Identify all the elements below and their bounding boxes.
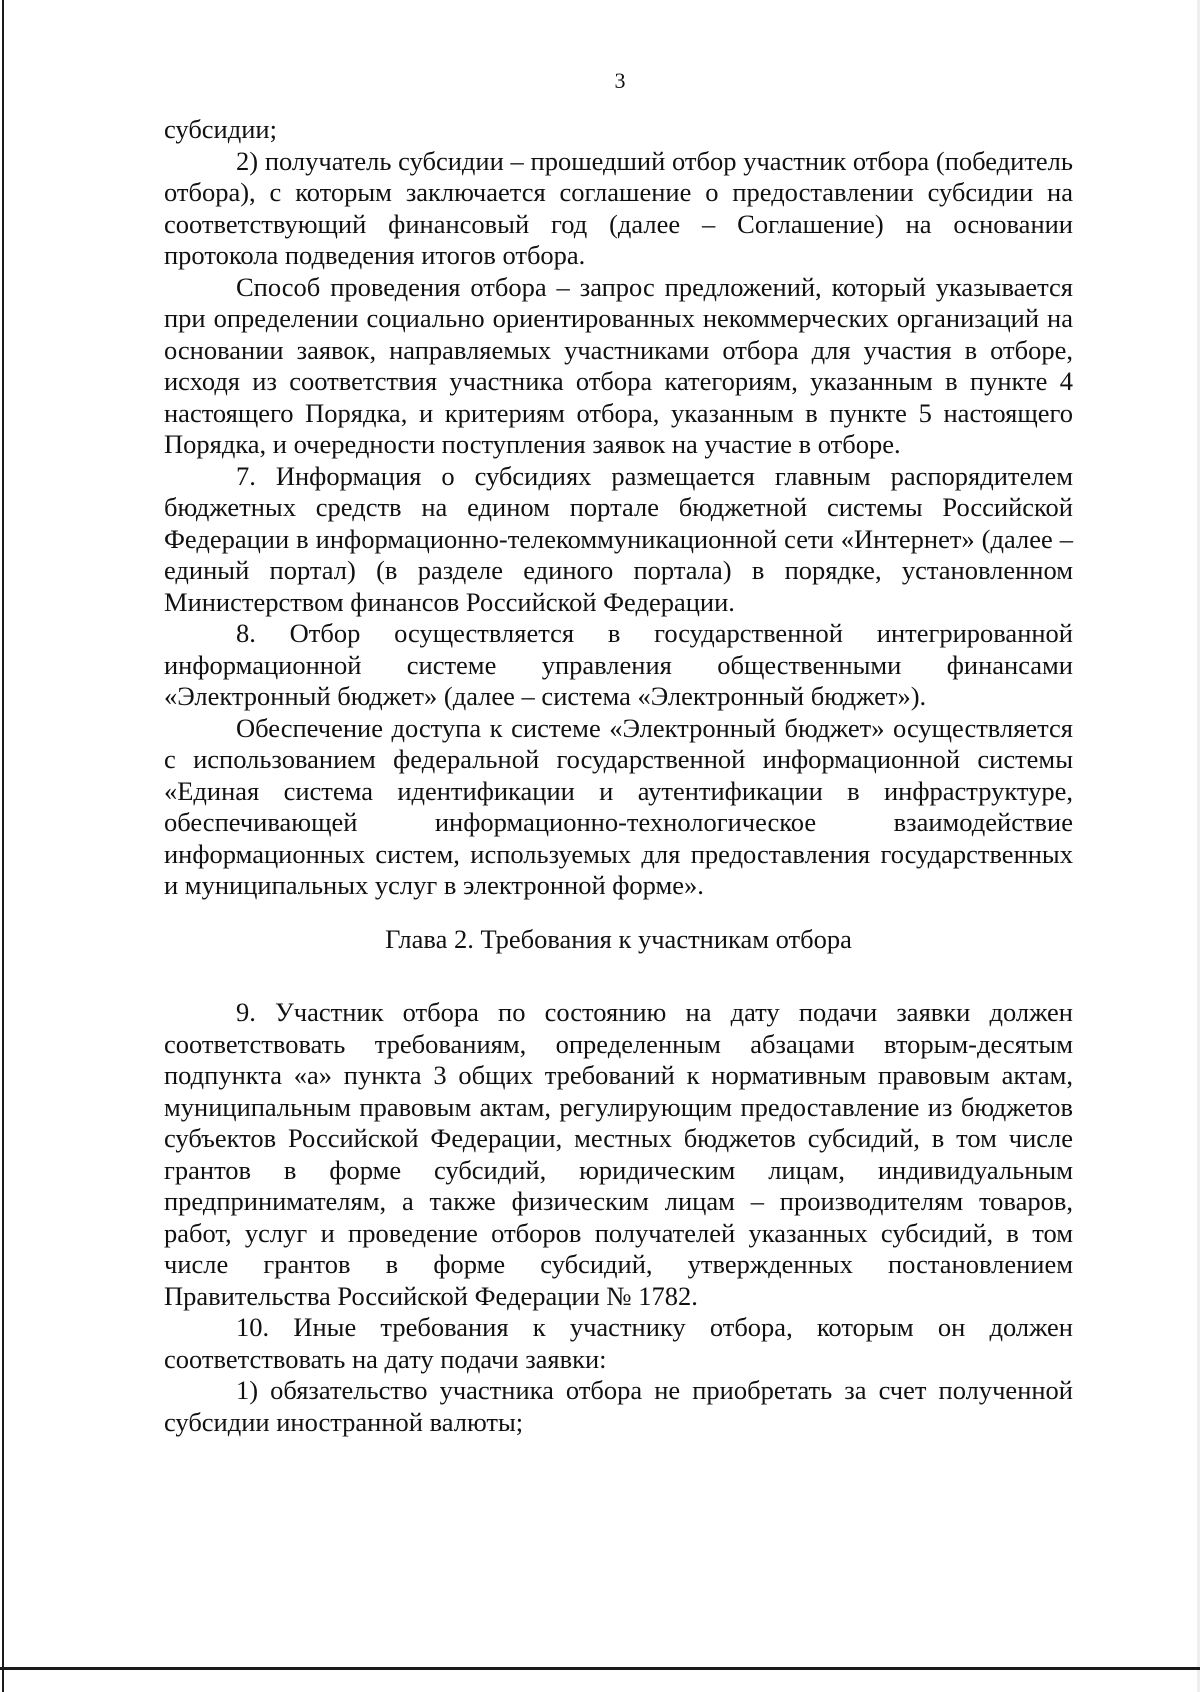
paragraph-item-8: 8. Отбор осуществляется в государственной интегрированной информационной системе управления общественными финансами «Электронный бюджет» (далее – система «Электронный бюджет»). — [164, 618, 1073, 711]
scan-edge-bottom — [0, 1667, 1200, 1670]
page-number: 3 — [614, 68, 626, 93]
chapter-heading: Глава 2. Требования к участникам отбора — [385, 923, 852, 954]
paragraph-access-provision: Обеспечение доступа к системе «Электронный бюджет» осуществляется с использованием федеральной государственной информационной системы «Единая система идентификации и аутентификации в инфраструктуре, обеспечивающей информационно-технологическое взаимодействие информационных систем, используемых для предоставления государственных и муниципальных услуг в электронной форме». — [164, 712, 1073, 900]
paragraph-item-10-sub-1: 1) обязательство участника отбора не приобретать за счет полученной субсидии иностранной валюты; — [164, 1375, 1073, 1437]
document-body — [164, 114, 1073, 1438]
paragraph-subsidy-continuation: субсидии; — [164, 114, 277, 144]
paragraph-selection-method: Способ проведения отбора – запрос предложений, который указывается при определении социально ориентированных некоммерческих организаций на основании заявок, направляемых участниками отбора для участия в отборе, исходя из соответствия участника отбора категориям, указанным в пункте 4 настоящего Порядка, и критериям отбора, указанным в пункте 5 настоящего Порядка, и очередности поступления заявок на участие в отборе. — [164, 271, 1073, 459]
paragraph-item-7: 7. Информация о субсидиях размещается главным распорядителем бюджетных средств на едином портале бюджетной системы Российской Федерации в информационно-телекоммуникационной сети «Интернет» (далее – единый портал) (в разделе единого портала) в порядке, установленном Министерством финансов Российской Федерации. — [164, 460, 1073, 617]
paragraph-item-9: 9. Участник отбора по состоянию на дату подачи заявки должен соответствовать требованиям, определенным абзацами вторым-десятым подпункта «а» пункта 3 общих требований к нормативным правовым актам, муниципальным правовым актам, регулирующим предоставление из бюджетов субъектов Российской Федерации, местных бюджетов субсидий, в том числе грантов в форме субсидий, юридическим лицам, индивидуальным предпринимателям, а также физическим лицам – производителям товаров, работ, услуг и проведение отборов получателей указанных субсидий, в том числе грантов в форме субсидий, утвержденных постановлением Правительства Российской Федерации № 1782. — [164, 997, 1073, 1311]
paragraph-item-10: 10. Иные требования к участнику отбора, которым он должен соответствовать на дату подачи заявки: — [164, 1312, 1073, 1374]
scan-edge-left — [2, 0, 4, 1692]
paragraph-recipient-definition: 2) получатель субсидии – прошедший отбор участник отбора (победитель отбора), с которым заключается соглашение о предоставлении субсидии на соответствующий финансовый год (далее – Соглашение) на основании протокола подведения итогов отбора. — [164, 145, 1073, 270]
